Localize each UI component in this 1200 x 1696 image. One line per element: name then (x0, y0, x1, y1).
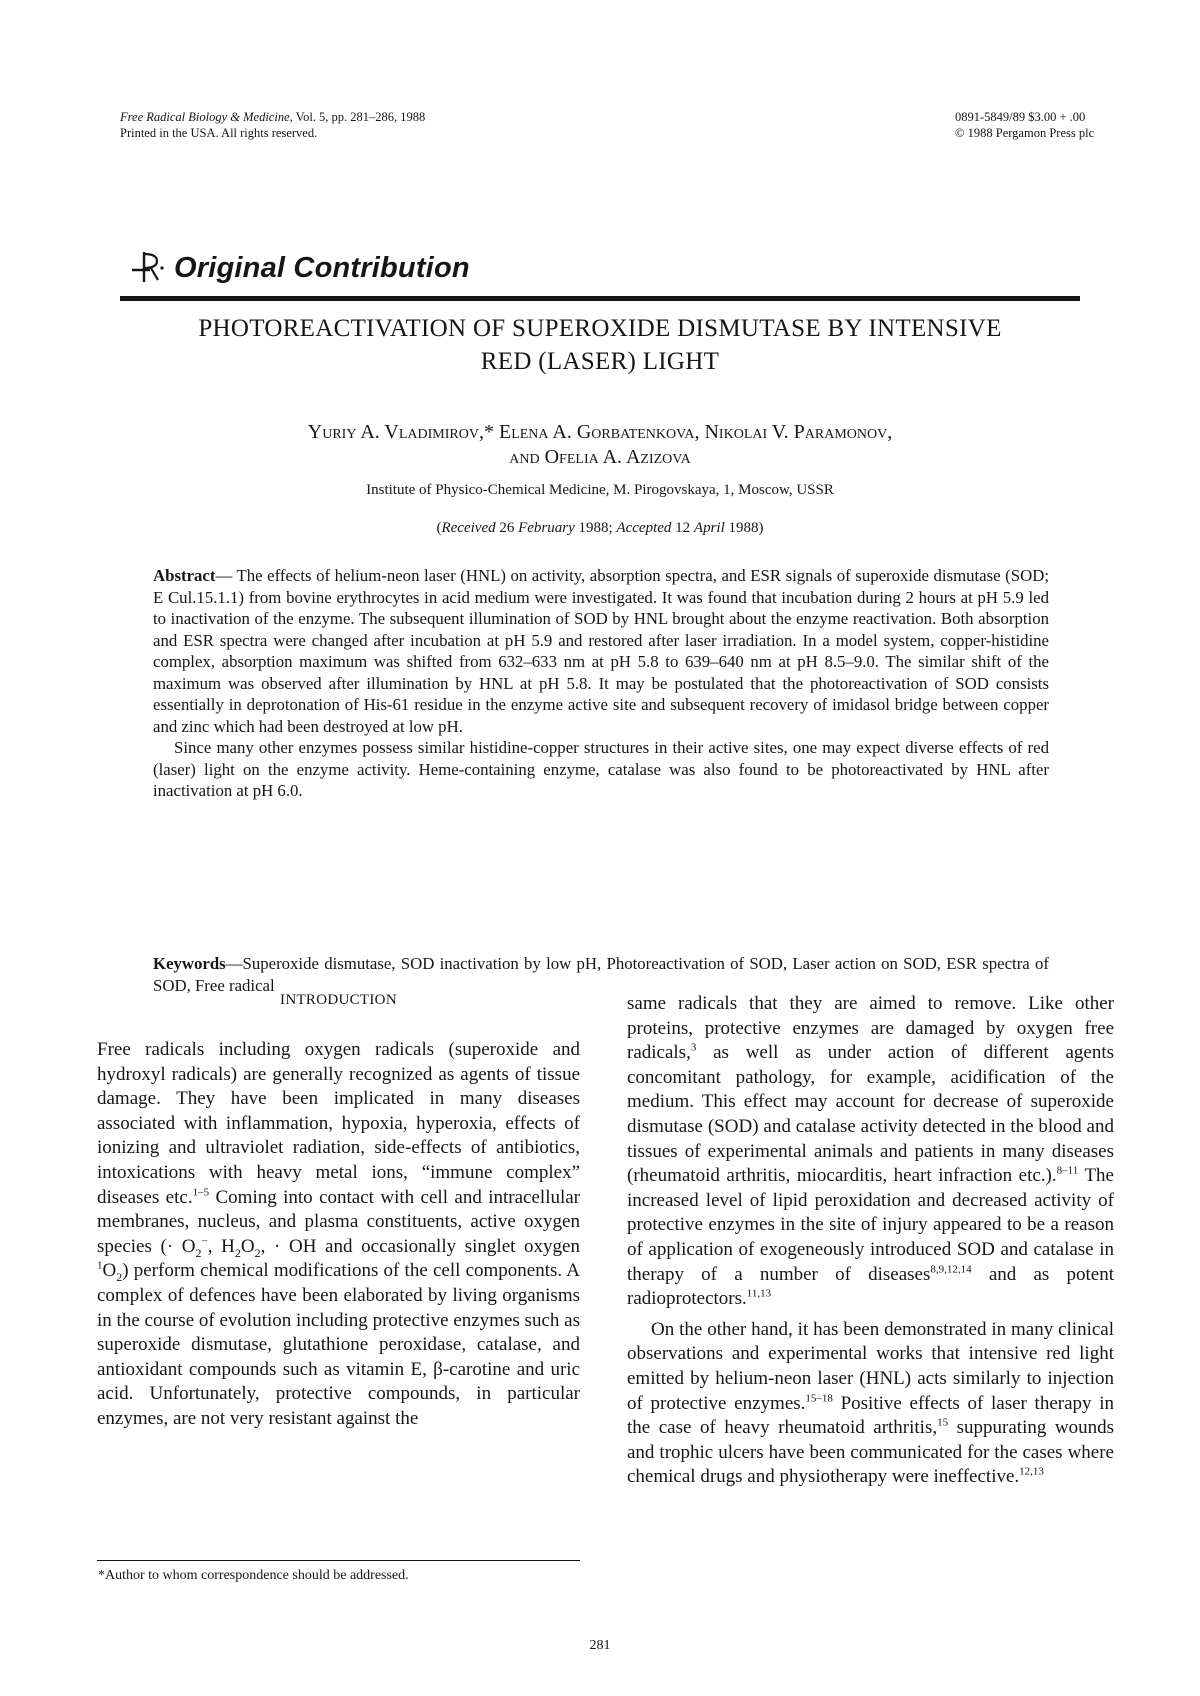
body-column-right (627, 992, 1114, 1490)
received-label: Received (441, 520, 496, 536)
issn-price: 0891-5849/89 $3.00 + .00 (955, 110, 1086, 124)
received-month: February (518, 520, 575, 536)
citation-ref: 15–18 (805, 1392, 833, 1405)
accepted-label: Accepted (616, 520, 672, 536)
citation-ref: 8–11 (1056, 1164, 1079, 1177)
citation-ref: 3 (690, 1041, 697, 1054)
citation-ref: 11,13 (746, 1287, 772, 1300)
received-date: 26 (495, 520, 519, 536)
intro-paragraph-1: Free radicals including oxygen radicals (superoxide and hydroxyl radicals) are generally recognized as agents of tissue damage. They have been implicated in many diseases associated with inflammation, hypoxia, hyperoxia, effects of ionizing and ultraviolet radiation, side-effects of antibiotics, intoxications with heavy metal ions, “immune complex” diseases etc.$^{1-5}$ Coming into contact with cell and intracellular membranes, nucleus, and plasma constituents, active oxygen species (· $O_2^-$, $H_2O_2$, · OH and occasionally singlet oxygen $^1O_2$) perform chemical modifications of the cell components. A complex of defences have been elaborated by living organisms in the course of evolution including protective enzymes such as superoxide dismutase, glutathione peroxidase, catalase, and antioxidant compounds such as vitamin E, β-carotine and uric acid. Unfortunately, protective compounds, in particular enzymes, are not very resistant against the (97, 1039, 581, 1429)
accepted-date: 12 (671, 520, 694, 536)
received-dates: (Received 26 February 1988; Accepted 12 April 1988) (436, 520, 764, 536)
section-label: Original Contribution (174, 252, 470, 284)
keywords-label: Keywords (153, 954, 226, 973)
header-rule (120, 296, 1080, 301)
printed-notice: Printed in the USA. All rights reserved. (120, 126, 318, 140)
page-number: 281 (589, 1638, 611, 1653)
body-column-left (97, 1038, 580, 1432)
publisher-logo-icon (130, 246, 166, 286)
journal-citation: , Vol. 5, pp. 281–286, 1988 (289, 110, 426, 124)
intro-paragraph-continued: same radicals that they are aimed to remove. Like other proteins, protective enzymes are damaged by oxygen free radicals,$^3$ as well as under action of different agents concomitant pathology, for example, acidification of the medium. This effect may account for decrease of superoxide dismutase (SOD) and catalase activity detected in the blood and tissues of experimental animals and patients in many diseases (rheumatoid arthritis, miocarditis, heart infraction etc.).$^{8-11}$ The increased level of lipid peroxidation and decreased activity of protective enzymes in the site of injury appeared to be a reason of application of exogeneously introduced SOD and catalase in therapy of a number of diseases$^{8,9,12,14}$ and as potent radioprotectors.$^{11,13}$ (627, 993, 1114, 1310)
introduction-heading: INTRODUCTION (280, 992, 397, 1008)
journal-header-right (955, 109, 1094, 141)
authors-line-2: and Ofelia A. Azizova (509, 446, 691, 468)
keywords (153, 953, 1049, 996)
affiliation: Institute of Physico-Chemical Medicine, M. Pirogovskaya, 1, Moscow, USSR (366, 482, 834, 498)
citation-ref: 12,13 (1019, 1465, 1044, 1478)
accepted-year: 1988 (724, 520, 759, 536)
title-line-1: PHOTOREACTIVATION OF SUPEROXIDE DISMUTASE BY INTENSIVE (198, 315, 1002, 342)
citation-ref: 15 (937, 1416, 949, 1429)
received-year: 1988; (574, 520, 617, 536)
title-line-2: RED (LASER) LIGHT (480, 348, 720, 375)
footnote: *Author to whom correspondence should be addressed. (98, 1568, 409, 1583)
intro-paragraph-2: On the other hand, it has been demonstrated in many clinical observations and experimental works that intensive red light emitted by helium-neon laser (HNL) acts similarly to injection of protective enzymes.$^{15-18}$ Positive effects of laser therapy in the case of heavy rheumatoid arthritis,$^{15}$ suppurating wounds and trophic ulcers have been communicated for the cases where chemical drugs and physiotherapy were ineffective.$^{12,13}$ (627, 1318, 1115, 1488)
author-list (120, 420, 1080, 470)
journal-name: Free Radical Biology & Medicine (120, 110, 290, 124)
copyright: © 1988 Pergamon Press plc (955, 126, 1095, 140)
accepted-month: April (693, 520, 725, 536)
abstract (153, 565, 1049, 802)
citation-ref: 8,9,12,14 (930, 1263, 972, 1276)
authors-line-1: Yuriy A. Vladimirov,* Elena A. Gorbatenkova, Nikolai V. Paramonov, (307, 421, 893, 443)
journal-header-left (120, 109, 425, 141)
abstract-text-1: — The effects of helium-neon laser (HNL) on activity, absorption spectra, and ESR signals of superoxide dismutase (SOD; E Cul.15.1.1) from bovine erythrocytes in acid medium were investigated. It was found that incubation during 2 hours at pH 5.9 led to inactivation of the enzyme. The subsequent illumination of SOD by HNL brought about the enzyme reactivation. Both absorption and ESR spectra were changed after incubation at pH 5.9 and restored after laser irradiation. In a model system, copper-histidine complex, absorption maximum was shifted from 632–633 nm at pH 5.8 to 639–640 nm at pH 8.5–9.0. The similar shift of the maximum was observed after illumination by HNL at pH 5.8. It may be postulated that the photoreactivation of SOD consists essentially in deprotonation of His-61 residue in the enzyme active site and subsequent recovery of imidasol bridge between copper and zinc which had been destroyed at low pH. (153, 566, 1049, 736)
article-title (120, 312, 1080, 378)
abstract-label: Abstract (153, 566, 216, 585)
footnote-rule (97, 1560, 580, 1561)
abstract-paragraph-1 (153, 565, 1049, 737)
keywords-text: —Superoxide dismutase, SOD inactivation by low pH, Photoreactivation of SOD, Laser action on SOD, ESR spectra of SOD, Free radical (153, 954, 1049, 995)
abstract-paragraph-2: Since many other enzymes possess similar histidine-copper structures in their active sites, one may expect diverse effects of red (laser) light on the enzyme activity. Heme-containing enzyme, catalase was also found to be photoreactivated by HNL after inactivation at pH 6.0. (153, 738, 1049, 800)
citation-ref: 1–5 (192, 1186, 210, 1199)
